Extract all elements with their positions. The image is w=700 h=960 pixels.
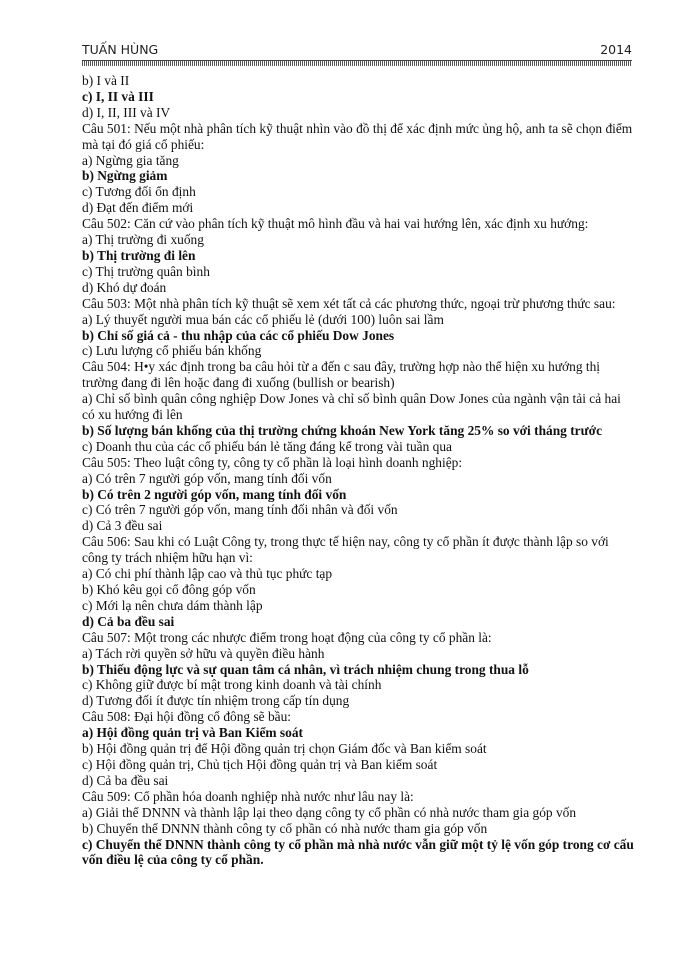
text-line: a) Thị trường đi xuống xyxy=(82,232,204,248)
text-line: c) Lưu lượng cổ phiếu bán khống xyxy=(82,343,262,359)
header-rule xyxy=(82,60,632,66)
text-line: Câu 502: Căn cứ vào phân tích kỹ thuật mô hình đầu và hai vai hướng lên, xác định xu hướng: xyxy=(82,216,589,232)
answer-line-correct: b) Chỉ số giá cả - thu nhập của các cổ phiếu Dow Jones xyxy=(82,327,395,343)
text-line: Câu 509: Cổ phần hóa doanh nghiệp nhà nước như lâu nay là: xyxy=(82,788,414,804)
text-line: a) Lý thuyết người mua bán các cổ phiếu lẻ (dưới 100) luôn sai lầm xyxy=(82,311,444,327)
text-line: c) Hội đồng quản trị, Chủ tịch Hội đồng quản trị và Ban kiểm soát xyxy=(82,756,438,772)
text-line: a) Có trên 7 người góp vốn, mang tính đối vốn xyxy=(82,470,332,486)
answer-line-correct: b) Ngừng giảm xyxy=(82,168,168,184)
text-line: c) Mới lạ nên chưa dám thành lập xyxy=(82,597,263,613)
text-line: c) Không giữ được bí mật trong kinh doanh và tài chính xyxy=(82,677,382,693)
text-line: Câu 504: H•y xác định trong ba câu hỏi từ a đến c sau đây, trường hợp nào thể hiện xu hướng thị trường đang đi lên hoặc đang đi xuống (bullish or bearish) xyxy=(82,359,601,391)
page-header xyxy=(82,40,632,60)
text-line: a) Ngừng gia tăng xyxy=(82,152,179,168)
header-author: TUẤN HÙNG xyxy=(82,42,159,57)
text-line: d) I, II, III và IV xyxy=(82,104,171,120)
answer-line-correct: d) Cả ba đều sai xyxy=(82,613,175,629)
text-line: a) Giải thể DNNN và thành lập lại theo dạng công ty cổ phần có nhà nước tham gia góp vốn xyxy=(82,804,577,820)
text-line: Câu 503: Một nhà phân tích kỹ thuật sẽ xem xét tất cả các phương thức, ngoại trừ phương thức sau: xyxy=(82,295,616,311)
answer-line-correct: b) Có trên 2 người góp vốn, mang tính đối vốn xyxy=(82,486,347,502)
text-line: Câu 506: Sau khi có Luật Công ty, trong thực tế hiện nay, công ty cổ phần ít được thành lập so với công ty trách nhiệm hữu hạn vì: xyxy=(82,534,609,566)
text-line: d) Khó dự đoán xyxy=(82,279,167,295)
text-line: d) Cả 3 đều sai xyxy=(82,518,163,534)
answer-line-correct: c) I, II và III xyxy=(82,88,154,104)
text-line: a) Chỉ số bình quân công nghiệp Dow Jones và chỉ số bình quân Dow Jones của ngành vận tải cả hai có xu hướng đi lên xyxy=(82,391,621,423)
answer-line-correct: b) Thiếu động lực và sự quan tâm cá nhân, vì trách nhiệm chung trong thua lỗ xyxy=(82,661,529,677)
text-line: a) Tách rời quyền sở hữu và quyền điều hành xyxy=(82,645,325,661)
text-line: b) Chuyển thể DNNN thành công ty cổ phần có nhà nước tham gia góp vốn xyxy=(82,820,488,836)
text-line: Câu 501: Nếu một nhà phân tích kỹ thuật nhìn vào đồ thị để xác định mức ủng hộ, anh ta sẽ chọn điểm mà tại đó giá cổ phiếu: xyxy=(82,120,633,152)
text-line: c) Có trên 7 người góp vốn, mang tính đối nhân và đối vốn xyxy=(82,502,398,518)
answer-line-correct: b) Số lượng bán khống của thị trường chứng khoán New York tăng 25% so với tháng trước xyxy=(82,422,603,438)
text-line: b) Khó kêu gọi cổ đông góp vốn xyxy=(82,582,256,597)
text-line: Câu 505: Theo luật công ty, công ty cổ phần là loại hình doanh nghiệp: xyxy=(82,454,463,470)
text-line: c) Tương đối ổn định xyxy=(82,184,196,200)
text-line: d) Cả ba đều sai xyxy=(82,772,169,788)
answer-line-correct: c) Chuyển thể DNNN thành công ty cổ phần mà nhà nước vẫn giữ một tỷ lệ vốn góp trong cơ cấu vốn điều lệ của công ty cổ phần. xyxy=(82,836,634,868)
text-line: d) Đạt đến điểm mới xyxy=(82,200,194,216)
text-line: a) Có chi phí thành lập cao và thủ tục phức tạp xyxy=(82,566,333,582)
text-line: b) I và II xyxy=(82,73,130,88)
answer-line-correct: b) Thị trường đi lên xyxy=(82,247,196,263)
answer-line-correct: a) Hội đồng quản trị và Ban Kiểm soát xyxy=(82,725,303,741)
header-year: 2014 xyxy=(600,42,632,57)
text-line: Câu 508: Đại hội đồng cổ đông sẽ bầu: xyxy=(82,709,292,725)
text-line: c) Thị trường quân bình xyxy=(82,263,210,279)
document-body xyxy=(82,73,634,868)
text-line: b) Hội đồng quản trị để Hội đồng quản trị chọn Giám đốc và Ban kiểm soát xyxy=(82,741,487,757)
text-line: Câu 507: Một trong các nhược điểm trong hoạt động của công ty cổ phần là: xyxy=(82,629,492,645)
text-line: c) Doanh thu của các cổ phiếu bán lẻ tăng đáng kể trong vài tuần qua xyxy=(82,438,452,454)
text-line: d) Tương đối ít được tín nhiệm trong cấp tín dụng xyxy=(82,693,350,709)
